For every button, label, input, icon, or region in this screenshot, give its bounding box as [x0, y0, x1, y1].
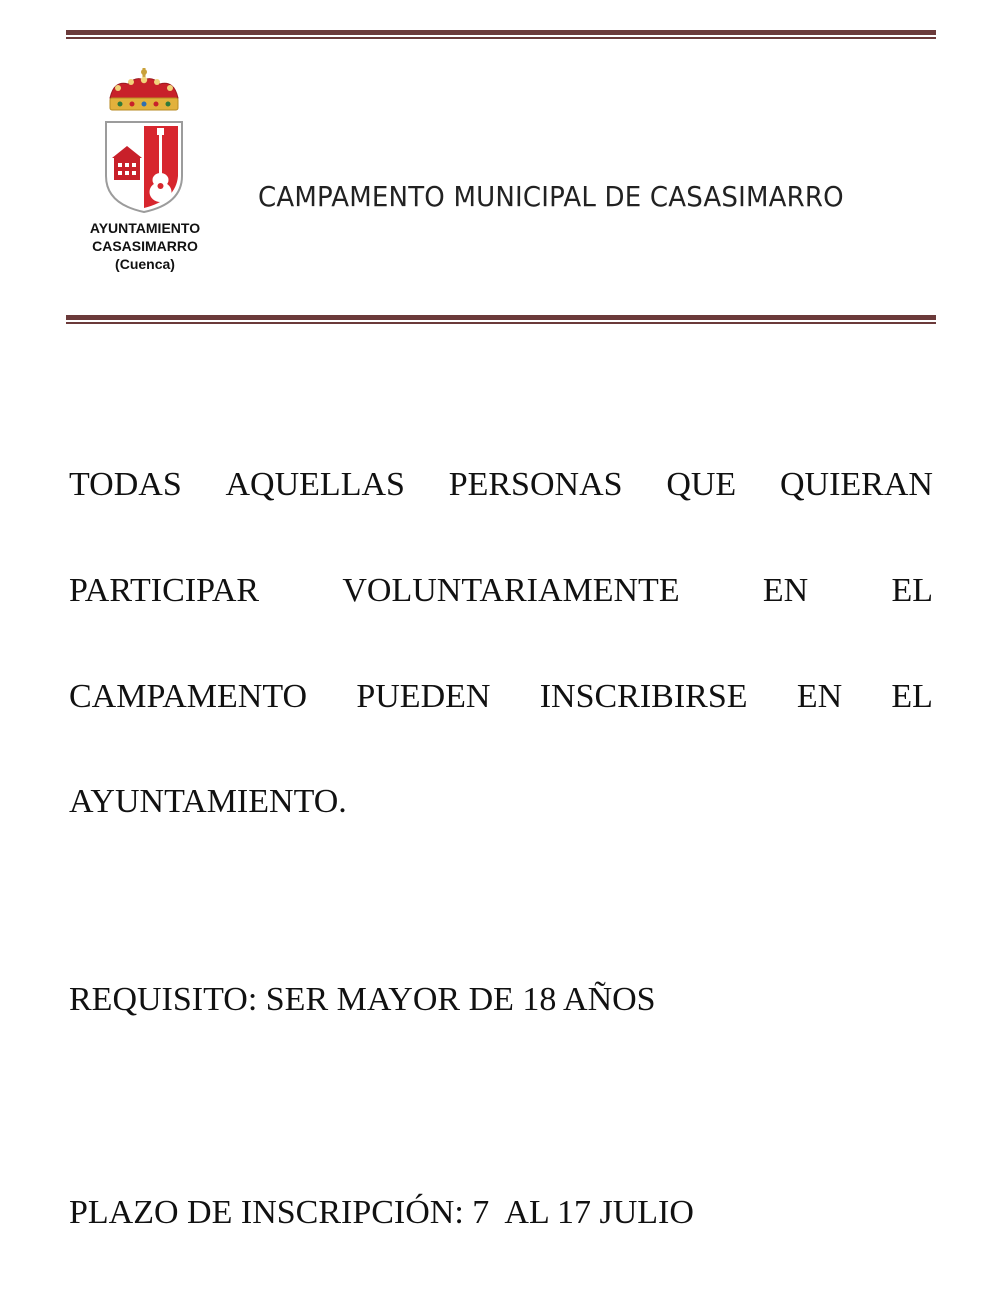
word: QUIERAN — [779, 466, 933, 503]
word: PARTICIPAR — [69, 572, 260, 609]
word: EN — [796, 678, 843, 715]
deadline-text: PLAZO DE INSCRIPCIÓN: 7 AL 17 JULIO — [69, 1194, 694, 1231]
header-top-rule — [66, 30, 936, 39]
word: VOLUNTARIAMENTE — [342, 572, 680, 609]
word: QUE — [666, 466, 737, 503]
word: AYUNTAMIENTO. — [69, 783, 347, 820]
announcement-line — [69, 783, 933, 821]
caption-line: (Cuenca) — [115, 256, 175, 272]
caption-line: AYUNTAMIENTO — [89, 220, 201, 236]
word: PUEDEN — [356, 678, 491, 715]
announcement-line — [69, 466, 933, 504]
announcement-line — [69, 572, 933, 610]
word: INSCRIBIRSE — [539, 678, 748, 715]
word: EN — [762, 572, 809, 609]
word: EL — [891, 572, 933, 609]
header-bottom-rule — [66, 315, 936, 324]
requirement-text: REQUISITO: SER MAYOR DE 18 AÑOS — [69, 981, 656, 1018]
word: EL — [891, 678, 933, 715]
word: AQUELLAS — [225, 466, 405, 503]
municipality-caption — [70, 219, 220, 273]
announcement-line — [69, 678, 933, 716]
page-title: CAMPAMENTO MUNICIPAL DE CASASIMARRO — [258, 180, 844, 213]
word: CAMPAMENTO — [69, 678, 308, 715]
crown-icon — [110, 68, 178, 110]
word: TODAS — [69, 466, 182, 503]
word: PERSONAS — [448, 466, 623, 503]
coat-of-arms-icon — [104, 66, 184, 216]
caption-line: CASASIMARRO — [92, 238, 198, 254]
